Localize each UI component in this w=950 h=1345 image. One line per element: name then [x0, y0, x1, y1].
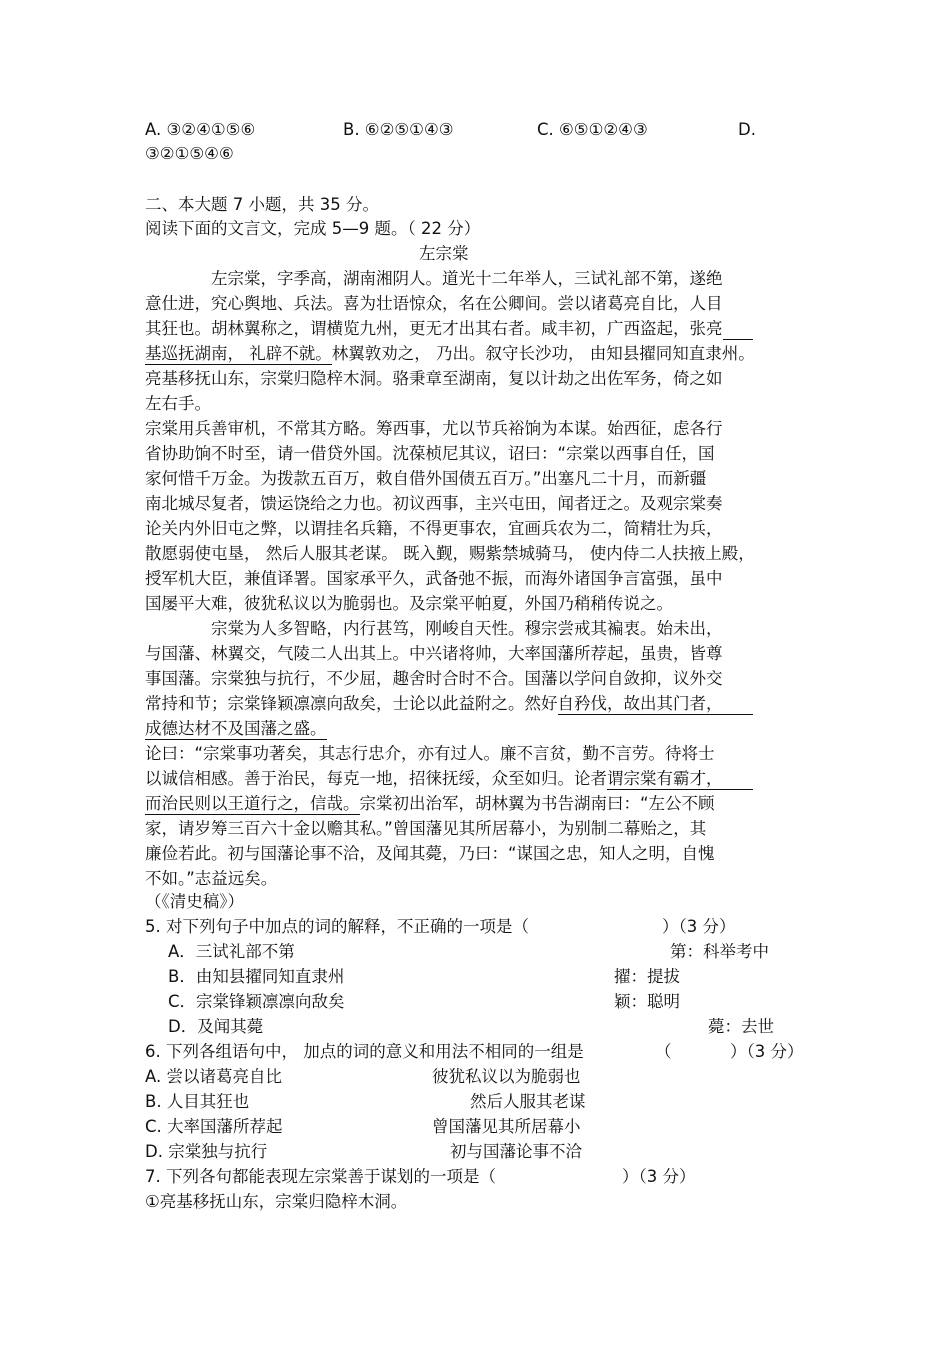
- passage-line: 左宗棠，字季高，湖南湘阴人。道光十二年举人，三试礼部不第，遂绝: [211, 269, 723, 288]
- question-5-option: A．三试礼部不第: [168, 942, 295, 961]
- underlined-sentence: 自矜伐，故出其门者，: [557, 694, 723, 713]
- reading-instruction: 阅读下面的文言文，完成 5—9 题。（ 22 分）: [145, 219, 481, 238]
- passage-line: 而治民则以王道行之，信哉。宗棠初出治军，胡林翼为书告湖南曰：“左公不顾: [145, 794, 715, 813]
- underline-tail: [723, 321, 753, 340]
- option-d: D.: [738, 120, 756, 139]
- question-6-paren: （: [655, 1042, 672, 1061]
- passage-line: 授军机大臣，兼值译署。国家承平久，武备弛不振，而海外诸国争言富强，虽中: [145, 569, 723, 588]
- question-5-option: B．由知县擢同知直隶州: [168, 967, 345, 986]
- underline-tail: [723, 696, 753, 715]
- question-5-gloss: 擢：提拔: [614, 967, 680, 986]
- passage-line: 其狂也。胡林翼称之，谓横览九州，更无才出其右者。咸丰初，广西盗起，张亮: [145, 318, 753, 340]
- option-b: B. ⑥②⑤①④③: [343, 120, 454, 139]
- question-5-option: C．宗棠锋颖凛凛向敌矣: [168, 992, 345, 1011]
- passage-line: 省协助饷不时至，请一借贷外国。沈葆桢尼其议，诏曰：“宗棠以西事自任，国: [145, 444, 715, 463]
- question-6-option: D. 宗棠独与抗行: [145, 1142, 268, 1161]
- question-5-stem: 5. 对下列句子中加点的词的解释，不正确的一项是（: [145, 917, 529, 936]
- passage-line: 不如。”志益远矣。: [145, 869, 278, 888]
- question-5-gloss: 第：科举考中: [670, 942, 769, 961]
- question-6-option: C. 大率国藩所荐起: [145, 1117, 283, 1136]
- passage-line: [145, 718, 327, 740]
- underlined-sentence: 谓宗棠有霸才，: [607, 769, 723, 788]
- question-7-item: ①亮基移抚山东，宗棠归隐梓木洞。: [145, 1192, 408, 1211]
- passage-line: 事国藩。宗棠独与抗行，不少屈，趣舍时合时不合。国藩以学问自敛抑，议外交: [145, 669, 723, 688]
- underlined-sentence: 成德达材不及国藩之盛。: [145, 719, 327, 738]
- underlined-sentence: 基巡抚湖南， 礼辟不就。: [145, 344, 332, 363]
- passage-source: （《清史稿》）: [145, 892, 244, 911]
- passage-line: 家，请岁筹三百六十金以赡其私。”曾国藩见其所居幕小，为别制二幕贻之，其: [145, 819, 707, 838]
- passage-line: 南北城尽复者，馈运饶给之力也。初议西事，主兴屯田，闻者迂之。及观宗棠奏: [145, 494, 723, 513]
- question-7-stem: 7. 下列各句都能表现左宗棠善于谋划的一项是（: [145, 1167, 496, 1186]
- question-6-option-pair: 然后人服其老谋: [470, 1092, 586, 1111]
- section-heading: 二、本大题 7 小题，共 35 分。: [145, 195, 379, 214]
- passage-line: 宗棠为人多智略，内行甚笃，刚峻自天性。穆宗尝戒其褊衷。始未出，: [211, 619, 723, 638]
- passage-line: 国屡平大难，彼犹私议以为脆弱也。及宗棠平帕夏，外国乃稍稍传说之。: [145, 594, 673, 613]
- passage-line: 论关内外旧屯之弊，以谓挂名兵籍，不得更事农，宜画兵农为二，简精壮为兵，: [145, 519, 723, 538]
- option-d-text: ③②①⑤④⑥: [145, 144, 234, 163]
- passage-line: 论曰：“宗棠事功著矣，其志行忠介，亦有过人。廉不言贫，勤不言劳。待将士: [145, 744, 715, 763]
- question-6-option: A. 尝以诸葛亮自比: [145, 1067, 282, 1086]
- question-5-gloss: 颖：聪明: [614, 992, 680, 1011]
- passage-line: 左右手。: [145, 394, 211, 413]
- passage-line: 以诚信相感。善于治民，每克一地，招徕抚绥，众至如归。论者谓宗棠有霸才，: [145, 768, 753, 790]
- question-5-score: ）（3 分）: [662, 917, 736, 936]
- passage-line: 廉俭若此。初与国藩论事不洽，及闻其薨，乃曰：“谋国之忠，知人之明，自愧: [145, 844, 715, 863]
- passage-line: 亮基移抚山东，宗棠归隐梓木洞。骆秉章至湖南，复以计劫之出佐军务，倚之如: [145, 369, 723, 388]
- passage-line: 散愿弱使屯垦， 然后人服其老谋。 既入觐，赐紫禁城骑马， 使内侍二人扶掖上殿，: [145, 544, 755, 563]
- question-6-score: ）（3 分）: [730, 1042, 804, 1061]
- question-5-option: D．及闻其薨: [168, 1017, 264, 1036]
- option-a: A. ③②④①⑤⑥: [145, 120, 256, 139]
- underlined-sentence: 而治民则以王道行之，信哉。: [145, 794, 360, 813]
- option-c: C. ⑥⑤①②④③: [537, 120, 648, 139]
- passage-line: 与国藩、林翼交，气陵二人出其上。中兴诸将帅，大率国藩所荐起，虽贵，皆尊: [145, 644, 723, 663]
- question-6-option-pair: 彼犹私议以为脆弱也: [432, 1067, 581, 1086]
- passage-line: 家何惜千万金。为拨款五百万，敕自借外国债五百万。”出塞凡二十月，而新疆: [145, 469, 707, 488]
- passage-title: 左宗棠: [419, 244, 469, 263]
- question-6-option-pair: 曾国藩见其所居幕小: [432, 1117, 581, 1136]
- underline-tail: [723, 771, 753, 790]
- passage-line: 常持和节；宗棠锋颖凛凛向敌矣，士论以此益附之。然好自矜伐，故出其门者，: [145, 693, 753, 715]
- question-5-gloss: 薨：去世: [708, 1017, 774, 1036]
- question-6-option-pair: 初与国藩论事不洽: [450, 1142, 582, 1161]
- passage-line: 宗棠用兵善审机，不常其方略。筹西事，尤以节兵裕饷为本谋。始西征，虑各行: [145, 419, 723, 438]
- question-6-stem: 6. 下列各组语句中， 加点的词的意义和用法不相同的一组是: [145, 1042, 584, 1061]
- question-7-score: ）（3 分）: [622, 1167, 696, 1186]
- question-6-option: B. 人目其狂也: [145, 1092, 250, 1111]
- passage-line: 基巡抚湖南， 礼辟不就。林翼敦劝之， 乃出。叙守长沙功， 由知县擢同知直隶州。: [145, 344, 755, 363]
- passage-line: 意仕进，究心舆地、兵法。喜为壮语惊众，名在公卿间。尝以诸葛亮自比，人目: [145, 294, 723, 313]
